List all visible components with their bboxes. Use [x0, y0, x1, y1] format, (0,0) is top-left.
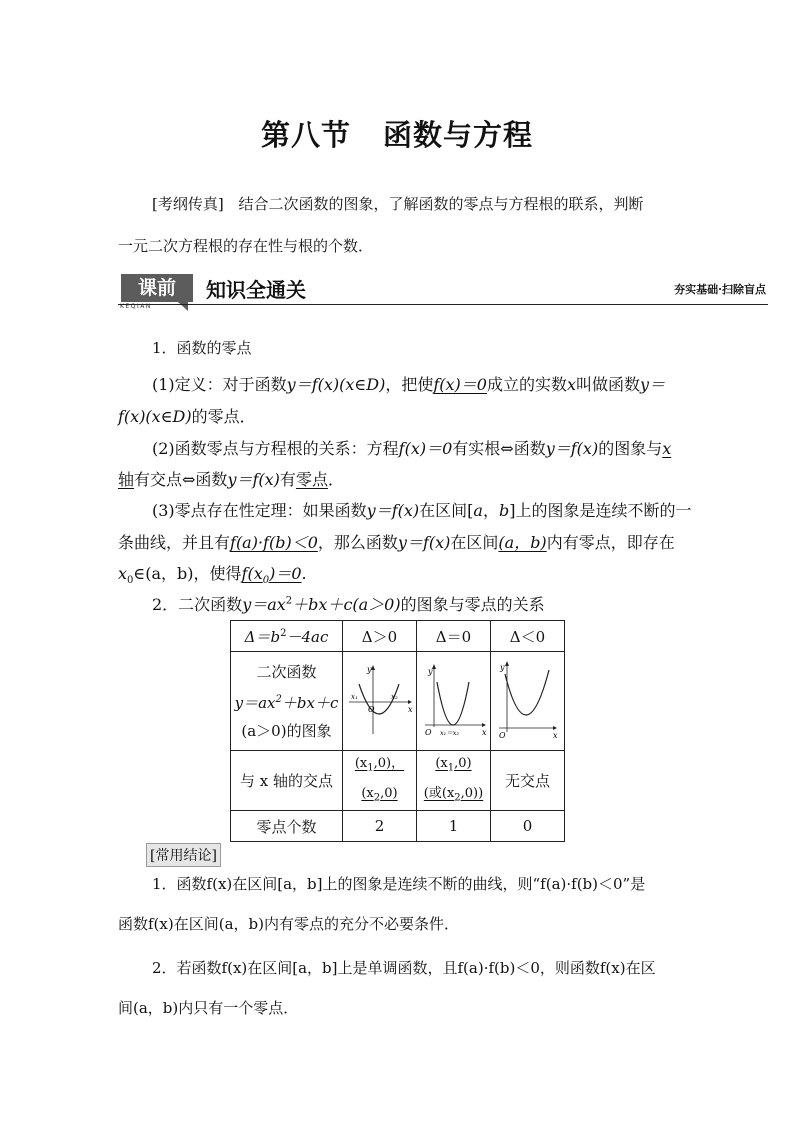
math: y＝f(x): [366, 501, 420, 520]
section-name: 函数与方程: [383, 118, 534, 152]
x-axis-arrow: [408, 700, 412, 704]
math: ＋bx＋c: [281, 693, 339, 712]
banner-tab: 课前: [121, 274, 193, 302]
conclusion-1-line-2: 函数f(x)在区间(a，b)内有零点的充分不必要条件．: [118, 915, 459, 933]
blank-answer: f(x)＝0: [433, 375, 487, 394]
text: 的图象与: [598, 439, 663, 458]
section2-heading: [152, 592, 545, 615]
text: 有: [279, 470, 296, 489]
math: (x: [435, 756, 448, 771]
root-1: [417, 751, 490, 781]
text: 成立的实数: [486, 375, 567, 394]
x-label: x: [553, 731, 558, 740]
text: 在区间[: [419, 501, 474, 520]
subscript: 2: [454, 792, 461, 804]
root-2: [417, 781, 490, 811]
y-axis-arrow: [371, 665, 375, 670]
text: ，那么函数: [317, 533, 398, 552]
y-label: y: [367, 665, 372, 674]
text: ∈(a，b)，使得: [133, 564, 242, 583]
y-label: y: [428, 667, 433, 676]
math: ,0)): [460, 785, 484, 801]
math: f(x)＝0: [398, 439, 453, 458]
intersect-one-root: [417, 751, 491, 811]
math: (x: [354, 756, 368, 771]
math: )＝0: [269, 564, 302, 583]
math: y＝f(x): [227, 470, 280, 489]
math: (x: [361, 785, 374, 801]
subscript: 1: [367, 762, 374, 774]
relation-line-2: [118, 467, 344, 490]
conclusion-1-line-1: 1．函数f(x)在区间[a，b]上的图象是连续不断的曲线，则“f(a)·f(b)＜0”是: [152, 875, 646, 893]
header-delta-lt: Δ＜0: [491, 621, 565, 652]
y-axis-arrow: [505, 661, 509, 666]
y-label: y: [500, 663, 505, 672]
parabola-curve: [505, 670, 549, 715]
count-no-root: 0: [491, 811, 565, 842]
x-axis-arrow: [553, 726, 557, 730]
blank-answer: (a，b): [498, 533, 547, 552]
text: 叫做函数: [576, 375, 641, 394]
intersect-none: 无交点: [491, 751, 565, 811]
outline-text-1: 结合二次函数的图象，了解函数的零点与方程根的联系，判断: [238, 195, 644, 213]
text: 有交点⇔函数: [134, 470, 228, 489]
definition-line-2: [118, 404, 256, 427]
subscript: 0: [127, 575, 134, 587]
text: 的图象与零点的关系: [400, 595, 545, 614]
graph-no-root: [491, 652, 565, 751]
math: y＝ax: [242, 595, 286, 614]
math: x: [118, 564, 128, 583]
theorem-line-3: [118, 561, 307, 586]
text: ]上的图象是连续不断的一: [509, 501, 692, 520]
math: y＝: [640, 375, 666, 394]
math: ,0): [380, 785, 398, 801]
text: 2．二次函数: [152, 595, 243, 614]
header-delta-gt: Δ＞0: [343, 621, 417, 652]
outline-line-1: [152, 193, 644, 214]
superscript: 2: [275, 693, 282, 705]
conclusion-2-line-1: 2．若函数f(x)在区间[a，b]上是单调函数，且f(a)·f(b)＜0，则函数f(x)在区: [152, 959, 656, 977]
parabola-two-roots-graph: [343, 652, 416, 746]
subscript: 0: [262, 575, 270, 587]
text: (1)定义：对于函数: [152, 375, 287, 394]
page-title: [0, 113, 794, 154]
math: ,0): [454, 756, 472, 771]
theorem-line-2: [118, 530, 675, 553]
parabola-curve: [437, 682, 469, 725]
math: －4ac: [286, 627, 329, 646]
math: y＝f(x): [397, 533, 451, 552]
origin-label: O: [425, 728, 432, 737]
blank-answer: f(a)·f(b)＜0: [230, 533, 318, 552]
text: (2)函数零点与方程根的关系：方程: [152, 439, 399, 458]
x-label: x: [408, 705, 413, 714]
banner-rule: [118, 304, 768, 305]
intersect-two-roots: [343, 751, 417, 811]
header-delta: [231, 621, 343, 652]
section-number: 第八节: [260, 118, 351, 152]
conclusion-2-line-2: 间(a，b)内只有一个零点．: [118, 999, 299, 1017]
text: 有实根⇔函数: [452, 439, 546, 458]
blank-answer: 轴: [118, 470, 135, 489]
graph-two-roots: [343, 652, 417, 751]
section-banner: [118, 272, 768, 312]
math: y＝f(x): [545, 439, 599, 458]
math: b: [498, 501, 510, 520]
banner-title: 知识全通关: [206, 278, 306, 302]
x1-label: x₁: [351, 693, 358, 701]
root-2: [343, 781, 416, 811]
quadratic-table: [230, 620, 565, 842]
outline-label: [考纲传真]: [152, 195, 224, 213]
math: x: [566, 375, 577, 394]
math: Δ＝b: [244, 627, 281, 646]
root-1: [343, 751, 416, 781]
table-row-graph: [231, 652, 565, 751]
subscript: 1: [447, 762, 455, 774]
blank-answer: x: [662, 439, 672, 458]
math: f(x)(x∈D): [118, 407, 192, 426]
count-two-roots: 2: [343, 811, 417, 842]
table-row-count: [231, 811, 565, 842]
blank-answer: [241, 564, 302, 587]
text: 的零点．: [191, 407, 256, 426]
text: ．: [327, 470, 344, 489]
x2-label: x₂: [391, 693, 398, 701]
text: (a＞0)的图象: [241, 721, 332, 740]
parabola-no-root-graph: [491, 652, 564, 746]
text: 内有零点，即存在: [546, 533, 675, 552]
origin-label: O: [368, 705, 375, 714]
y-axis-arrow: [432, 664, 436, 669]
superscript: 2: [285, 595, 293, 607]
origin-label: O: [499, 731, 506, 740]
theorem-line-1: [152, 498, 691, 521]
math: [231, 686, 342, 717]
x1-equals-x2-label: x₁＝x₂: [440, 729, 460, 737]
graph-row-label: [231, 652, 343, 751]
common-conclusions-tag: [常用结论]: [146, 843, 221, 867]
section1-heading: 1．函数的零点: [152, 339, 252, 357]
count-one-root: 1: [417, 811, 491, 842]
table-row-header: [231, 621, 565, 652]
text: (3)零点存在性定理：如果函数: [152, 501, 367, 520]
header-delta-eq: Δ＝0: [417, 621, 491, 652]
banner-subtitle: KEQIAN: [120, 303, 152, 310]
math: y＝f(x)(x∈D): [286, 375, 386, 394]
outline-line-2: 一元二次方程根的存在性与根的个数．: [118, 237, 374, 255]
definition-line-1: [152, 372, 665, 395]
banner-right-text: 夯实基础·扫除盲点: [674, 283, 766, 296]
x-label: x: [482, 728, 487, 737]
math: ＋bx＋c(a＞0): [292, 595, 401, 614]
parabola-one-root-graph: [417, 652, 490, 746]
blank-answer: 零点: [295, 470, 328, 489]
count-label: 零点个数: [231, 811, 343, 842]
text: 在区间: [450, 533, 499, 552]
math: ,0)，: [373, 756, 405, 771]
math: (或(x: [423, 785, 455, 801]
math: a: [473, 501, 483, 520]
text: 二次函数: [256, 662, 317, 681]
math: f(x: [241, 564, 263, 583]
x-axis-arrow: [482, 723, 486, 727]
superscript: 2: [280, 627, 287, 639]
text: 条曲线，并且有: [118, 533, 231, 552]
text: ，把使: [385, 375, 434, 394]
subscript: 2: [373, 792, 381, 804]
text: ，: [482, 501, 499, 520]
graph-one-root: [417, 652, 491, 751]
text: .: [301, 564, 307, 583]
table-row-intersect: [231, 751, 565, 811]
math: y＝ax: [234, 693, 276, 712]
intersect-label: 与 x 轴的交点: [231, 751, 343, 811]
relation-line-1: [152, 436, 671, 459]
